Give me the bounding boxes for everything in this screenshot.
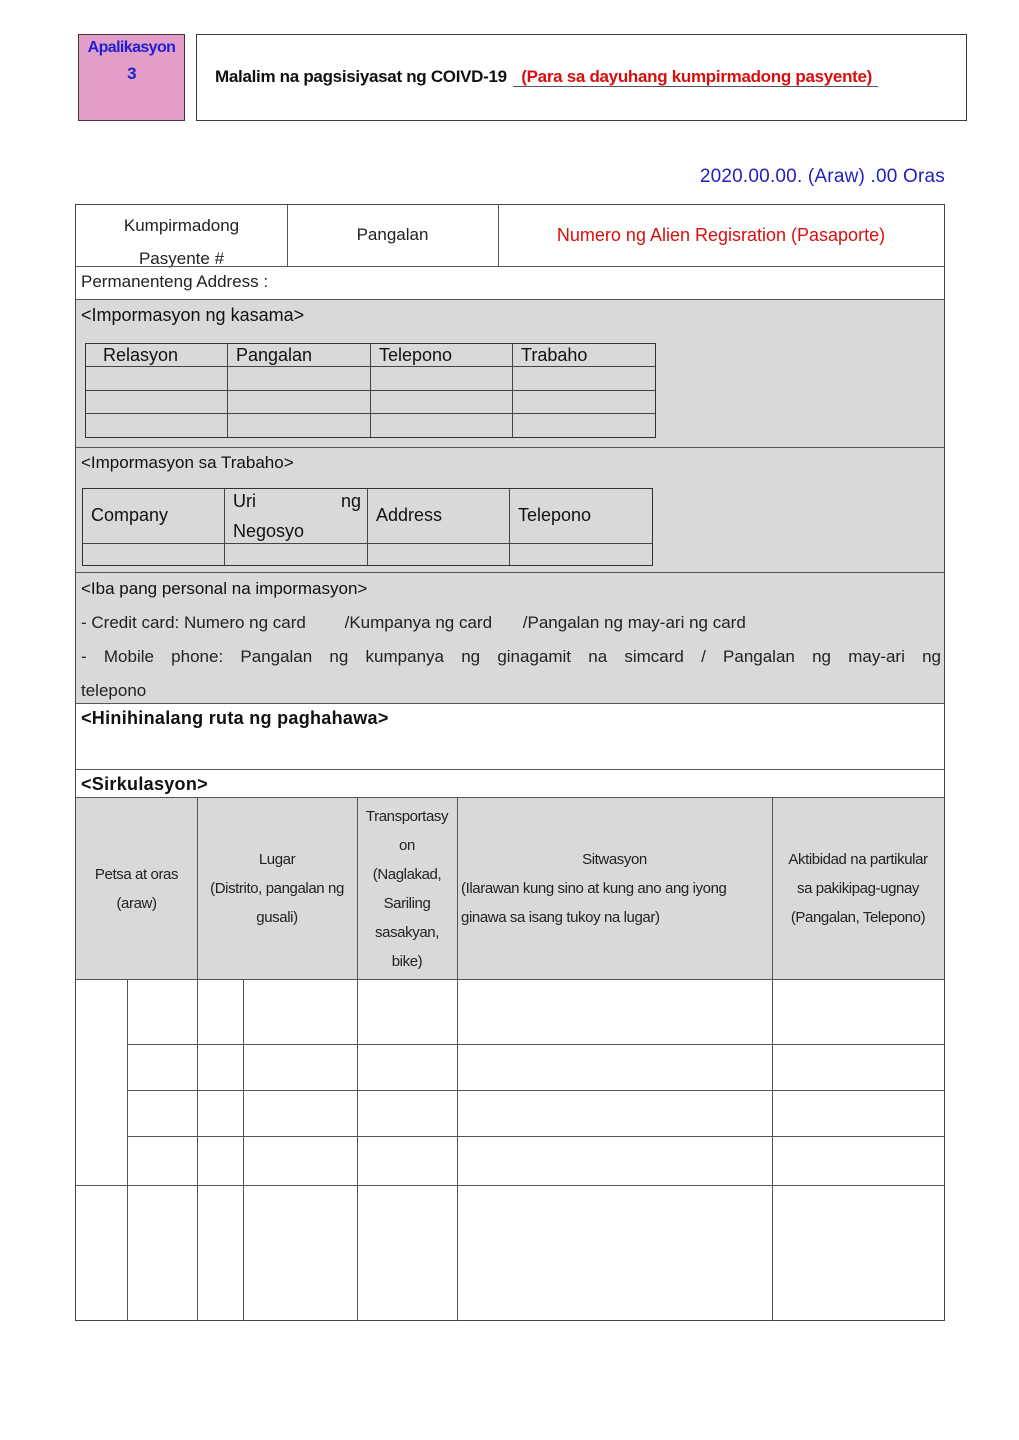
circ-col-situation-line: (Ilarawan kung sino at kung ano ang iyong (461, 880, 727, 897)
infection-route-title: <Hinihinalang ruta ng paghahawa> (81, 708, 389, 728)
work-section-title: <Impormasyon sa Trabaho> (81, 453, 294, 472)
circ-contact-cell[interactable] (773, 1186, 944, 1321)
business-type-word-3: Negosyo (233, 521, 305, 541)
work-col-company: Company (91, 505, 169, 525)
circ-col-contact-line: Aktibidad na partikular (788, 851, 928, 868)
companion-col-name: Pangalan (236, 345, 313, 365)
divider (76, 266, 944, 267)
circ-col-datetime-line: Petsa at oras (94, 866, 179, 883)
circ-situation-cell[interactable] (458, 980, 772, 1044)
circ-col-transport-line: Transportasy (365, 808, 449, 825)
circ-col-place-line: gusali) (256, 909, 298, 926)
circ-col-transport-line: bike) (391, 953, 423, 970)
badge-label: Apalikasyon (87, 39, 176, 56)
circ-situation-cell[interactable] (458, 1137, 772, 1185)
divider (76, 703, 944, 704)
circ-contact-cell[interactable] (773, 1045, 944, 1090)
circ-col-datetime-line: (araw) (116, 895, 157, 912)
circ-date-cell[interactable] (76, 1186, 127, 1321)
permanent-address-field[interactable]: Permanenteng Address : (81, 272, 269, 291)
circ-col-datetime (76, 860, 197, 918)
other-info-title: <Iba pang personal na impormasyon> (81, 579, 368, 598)
circ-situation-cell[interactable] (458, 1091, 772, 1136)
work-col-phone: Telepono (518, 505, 592, 525)
business-type-word-1: Uri (233, 491, 256, 511)
circ-date-cell[interactable] (76, 980, 127, 1185)
date-line: 2020.00.00. (Araw) .00 Oras (699, 166, 945, 187)
investigation-form (75, 204, 945, 1321)
title-subtitle: (Para sa dayuhang kumpirmadong pasyente) (513, 67, 878, 87)
circ-col-place-line: (Distrito, pangalan ng (210, 880, 344, 897)
credit-card-owner-label: /Pangalan ng may-ari ng card (522, 613, 746, 632)
circ-situation-cell[interactable] (458, 1045, 772, 1090)
patient-number-label-2: Pasyente # (138, 249, 225, 268)
title-box (196, 34, 967, 121)
form-title (215, 67, 878, 87)
badge-number: 3 (127, 64, 136, 83)
circ-col-transport-line: (Naglakad, (372, 866, 442, 883)
circ-col-place (197, 845, 357, 932)
mobile-phone-line: - Mobile phone: Pangalan ng kumpanya ng ginagamit na simcard / Pangalan ng may-ari ng (81, 647, 941, 666)
circ-col-transport (357, 802, 457, 976)
circ-col-situation-line: ginawa sa isang tukoy na lugar) (461, 909, 660, 926)
infection-route-field[interactable] (76, 733, 944, 768)
circ-situation-cell[interactable] (458, 1186, 772, 1321)
business-type-word-2: ng (340, 491, 361, 511)
companion-col-relation: Relasyon (103, 345, 179, 365)
circ-col-situation-line: Sitwasyon (582, 851, 647, 868)
circ-col-contact-line: sa pakikipag-ugnay (796, 880, 920, 897)
registration-number-field[interactable]: Numero ng Alien Regisration (Pasaporte) (556, 225, 886, 245)
patient-number-label-1: Kumpirmadong (123, 216, 240, 235)
divider (243, 979, 244, 1321)
circ-col-situation (457, 845, 772, 932)
circ-col-transport-line: on (399, 837, 415, 854)
patient-name-field[interactable]: Pangalan (356, 225, 429, 244)
work-col-business-type (233, 491, 361, 542)
companion-section-title: <Impormasyon ng kasama> (81, 305, 305, 325)
mobile-phone-line-2: telepono (81, 681, 147, 700)
circulation-title: <Sirkulasyon> (81, 774, 208, 794)
divider (127, 979, 128, 1321)
title-main: Malalim na pagsisiyasat ng COIVD-19 (215, 67, 507, 86)
circ-col-place-line: Lugar (258, 851, 296, 868)
companion-col-phone: Telepono (379, 345, 453, 365)
companion-col-job: Trabaho (521, 345, 588, 365)
circ-col-transport-line: sasakyan, (375, 924, 439, 941)
companion-table (85, 343, 656, 438)
credit-card-line (81, 613, 746, 633)
credit-card-company-label: /Kumpanya ng card (344, 613, 493, 632)
divider (76, 769, 944, 770)
circ-col-contact-line: (Pangalan, Telepono) (790, 909, 926, 926)
credit-card-number-label: - Credit card: Numero ng card (81, 613, 306, 632)
circ-col-transport-line: Sariling (383, 895, 431, 912)
work-table (82, 488, 653, 566)
circ-contact-cell[interactable] (773, 1137, 944, 1185)
circ-contact-cell[interactable] (773, 1091, 944, 1136)
circ-col-contact-activity (772, 845, 944, 932)
work-col-address: Address (376, 505, 443, 525)
application-badge (78, 34, 185, 121)
circ-contact-cell[interactable] (773, 980, 944, 1044)
